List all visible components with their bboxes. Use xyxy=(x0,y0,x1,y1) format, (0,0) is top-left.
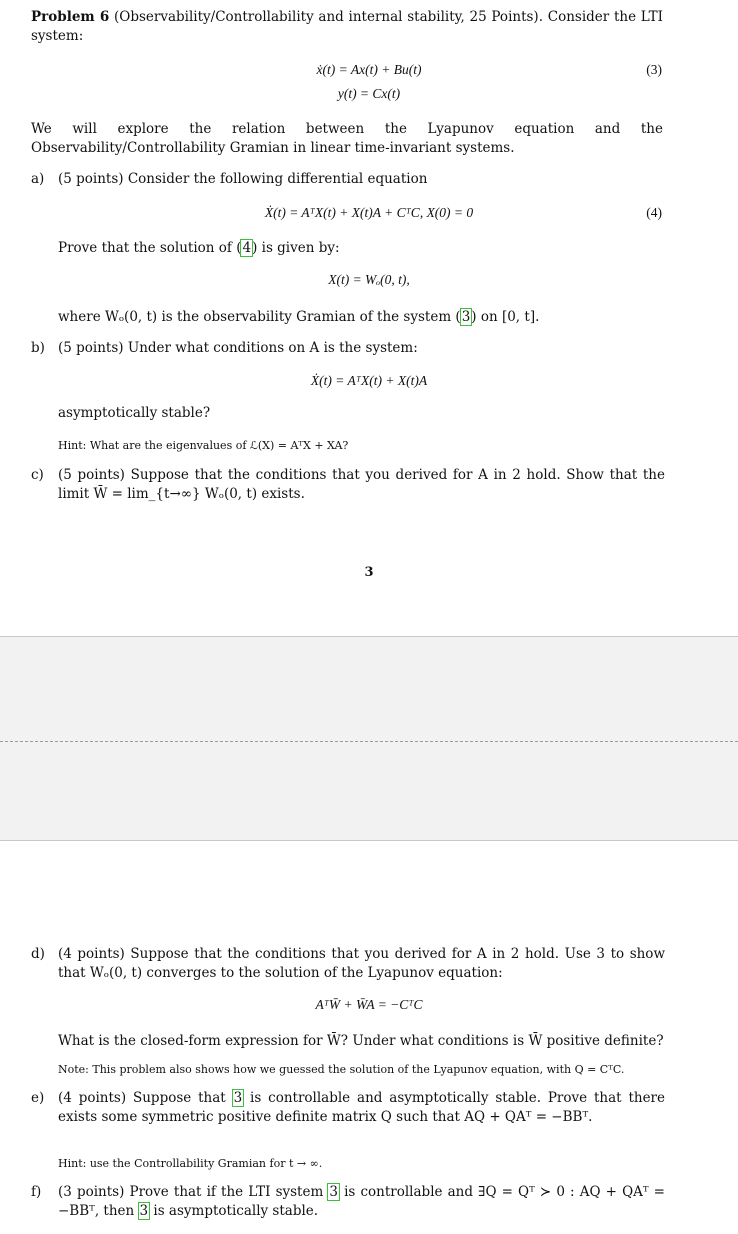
solution-equation: X(t) = Wₒ(0, t), xyxy=(328,272,410,287)
ref-eq4-link[interactable]: 4 xyxy=(242,240,252,256)
lyapunov-equation: AᵀW̄ + W̄A = −CᵀC xyxy=(315,997,423,1012)
part-d-question-text: What is the closed-form expression for W̄? Under what conditions is W̄ positive definite? xyxy=(58,1033,664,1049)
part-d-text: (4 points) Suppose that the conditions that you derived for A in 2 hold. Use 3 to show that Wₒ(0, t) converges to the solution of the Lyapunov equation: xyxy=(58,946,665,981)
equation-4: Ẋ(t) = AᵀX(t) + X(t)A + CᵀC, X(0) = 0 xyxy=(264,205,474,220)
part-e-hint xyxy=(31,1154,665,1173)
part-c xyxy=(31,466,665,504)
part-f xyxy=(31,1183,665,1221)
page-gap xyxy=(0,636,738,841)
part-d-note-text: Note: This problem also shows how we guessed the solution of the Lyapunov equation, with Q = CᵀC. xyxy=(58,1063,625,1076)
part-e-text-post: is controllable and asymptotically stable. Prove that there exists some symmetric positive definite matrix Q such that AQ + QAᵀ = −BBᵀ. xyxy=(58,1090,665,1125)
prove-pre: Prove that the solution of ( xyxy=(58,240,242,256)
part-a-label: a) xyxy=(31,171,45,187)
part-d xyxy=(31,945,665,983)
where-post: ) on [0, t]. xyxy=(471,309,540,325)
part-e xyxy=(31,1089,665,1127)
part-b-stable xyxy=(31,404,665,423)
part-e-label: e) xyxy=(31,1090,45,1106)
part-b-equation: Ẋ(t) = AᵀX(t) + X(t)A xyxy=(310,373,428,388)
part-a xyxy=(31,170,665,189)
part-a-prove xyxy=(31,239,665,258)
part-a-text: (5 points) Consider the following differential equation xyxy=(58,171,428,187)
problem-header xyxy=(31,8,663,46)
ref-system3-link-2[interactable]: 3 xyxy=(139,1203,149,1219)
ref-system3-link[interactable]: 3 xyxy=(233,1090,243,1106)
problem-title: Problem 6 xyxy=(31,9,110,25)
part-f-text-post: is asymptotically stable. xyxy=(149,1203,319,1219)
part-b-label: b) xyxy=(31,340,45,356)
equation-3-line2: y(t) = Cx(t) xyxy=(337,86,401,101)
part-b-stable-text: asymptotically stable? xyxy=(58,405,211,421)
part-e-text-pre: (4 points) Suppose that xyxy=(58,1090,233,1106)
part-c-label: c) xyxy=(31,467,44,483)
page-break-divider xyxy=(0,741,738,742)
part-d-label: d) xyxy=(31,946,45,962)
part-d-question xyxy=(31,1032,665,1051)
page-number: 3 xyxy=(364,565,374,580)
part-f-label: f) xyxy=(31,1184,42,1200)
ref-system3-link-1[interactable]: 3 xyxy=(329,1184,338,1200)
part-b xyxy=(31,339,665,358)
part-f-text-mid: is controllable and ∃Q = Qᵀ ≻ 0 : AQ + QAᵀ = −BBᵀ, then xyxy=(58,1184,665,1219)
part-b-hint-text: Hint: What are the eigenvalues of ℒ(X) = AᵀX + XA? xyxy=(58,439,349,452)
problem-subtitle: (Observability/Controllability and internal stability, 25 Points). xyxy=(113,9,543,25)
part-f-text-pre: (3 points) Prove that if the LTI system xyxy=(58,1184,329,1200)
part-c-text: (5 points) Suppose that the conditions that you derived for A in 2 hold. Show that the limit W̄ = lim_{t→∞} Wₒ(0, t) exists. xyxy=(58,467,665,502)
prove-post: ) is given by: xyxy=(252,240,340,256)
problem-intro: Consider the LTI system: xyxy=(31,9,663,44)
part-e-hint-text: Hint: use the Controllability Gramian for t → ∞. xyxy=(58,1157,323,1170)
where-pre: where Wₒ(0, t) is the observability Gramian of the system ( xyxy=(58,309,461,325)
part-a-where xyxy=(31,308,665,327)
equation-4-number: (4) xyxy=(646,205,662,220)
equation-3-line1: ẋ(t) = Ax(t) + Bu(t) xyxy=(316,62,422,77)
ref-eq3-link[interactable]: 3 xyxy=(461,309,471,325)
explore-paragraph: We will explore the relation between the Lyapunov equation and the Observability/Controllability Gramian in linear time-invariant systems. xyxy=(31,121,663,156)
part-b-hint xyxy=(31,436,665,455)
part-d-note xyxy=(31,1060,665,1079)
part-b-text: (5 points) Under what conditions on A is the system: xyxy=(58,340,418,356)
page-4 xyxy=(0,841,738,1234)
equation-3-number: (3) xyxy=(646,62,662,77)
